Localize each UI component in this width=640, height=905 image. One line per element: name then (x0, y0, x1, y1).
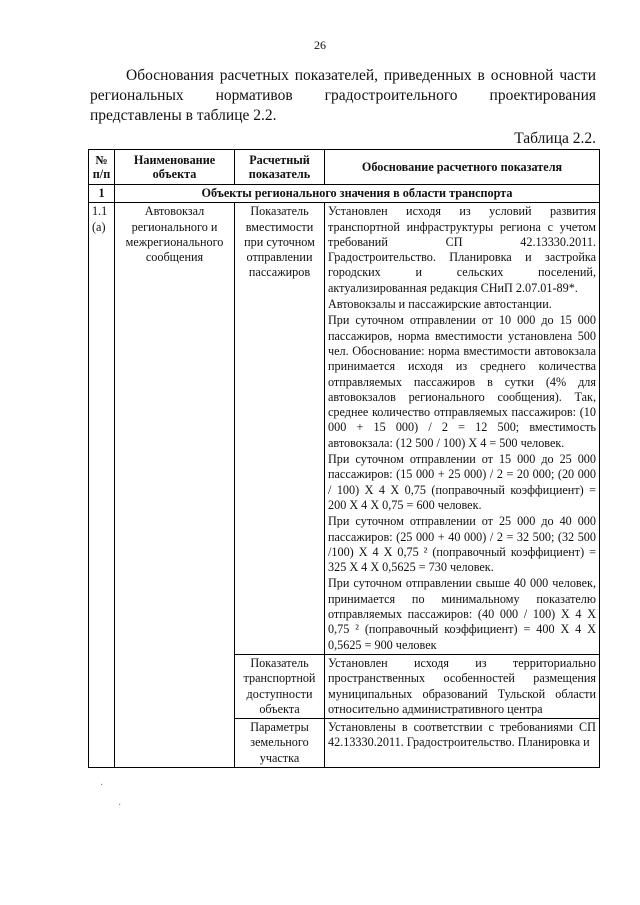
row-num: 1.1 (а) (89, 203, 115, 768)
scan-artifact: · (100, 780, 104, 791)
intro-line-1: Обоснования расчетных показателей, приведенных в основной части (126, 67, 596, 84)
intro-line-2: региональных нормативов градостроительного проектирования (90, 87, 596, 104)
row-justification-accessibility: Установлен исходя из территориально пространственных особенностей размещения муниципальных образований Тульской области относительно административного центра (325, 654, 600, 718)
intro-paragraph (90, 66, 596, 126)
header-num: № п/п (89, 150, 115, 185)
table-row (89, 203, 600, 655)
justification-paragraph: При суточном отправлении от 25 000 до 40 000 пассажиров: (25 000 + 40 000) / 2 = 32 500; (32 500 /100) X 4 X 0,75 ² (поправочный коэффициент) = 325 X 4 X 0,5625 = 730 человек. (328, 514, 596, 575)
justification-paragraph: Автовокзалы и пассажирские автостанции. (328, 297, 552, 312)
scan-artifact: · (118, 800, 122, 811)
justification-paragraph: При суточном отправлении свыше 40 000 человек, принимается по минимальному показателю отправляемых пассажиров: (40 000 / 100) X 4 X 0,75 ² (поправочный коэффициент) = 400 X 4 X 0,5625 = 900 человек (328, 576, 596, 652)
section-row (89, 185, 600, 203)
section-num: 1 (89, 185, 115, 203)
row-indicator-accessibility: Показатель транспортной доступности объекта (235, 654, 325, 718)
header-object: Наименование объекта (115, 150, 235, 185)
table-caption: Таблица 2.2. (514, 130, 596, 147)
row-object: Автовокзал регионального и межрегионального сообщения (115, 203, 235, 768)
row-justification-land-plot: Установлены в соответствии с требованиями СП 42.13330.2011. Градостроительство. Планировка и (325, 719, 600, 768)
row-indicator-capacity: Показатель вместимости при суточном отправлении пассажиров (235, 203, 325, 655)
row-justification-capacity (325, 203, 600, 655)
section-title: Объекты регионального значения в области транспорта (115, 185, 600, 203)
table-header-row (89, 150, 600, 185)
justification-paragraph: При суточном отправлении от 15 000 до 25 000 пассажиров: (15 000 + 25 000) / 2 = 20 000; (20 000 / 100) X 4 X 0,75 (поправочный коэффициент) = 200 X 4 X 0,75 = 600 человек. (328, 452, 596, 512)
justification-paragraph: При суточном отправлении от 10 000 до 15 000 пассажиров, норма вместимости установлена 500 чел. Обоснование: норма вместимости автовокзала принимается исходя из среднего количества отправляемых пассажиров в сутки (4% для автовокзалов регионального сообщения). Так, среднее количество отправляемых пассажиров: (10 000 + 15 000) / 2 = 12 500; вместимость автовокзала: (12 500 / 100) X 4 = 500 человек. (328, 313, 596, 450)
justification-paragraph: Установлен исходя из условий развития транспортной инфраструктуры региона с учетом требований СП 42.13330.2011. Градостроительство. Планировка и застройка городских и сельских поселений, актуализированная редакция СНиП 2.07.01-89*. (328, 204, 596, 295)
row-indicator-land-plot: Параметры земельного участка (235, 719, 325, 768)
page-number: 26 (314, 38, 326, 52)
header-justification: Обоснование расчетного показателя (325, 150, 600, 185)
intro-line-3: представлены в таблице 2.2. (90, 107, 277, 124)
justification-table (88, 149, 600, 768)
header-indicator: Расчетный показатель (235, 150, 325, 185)
